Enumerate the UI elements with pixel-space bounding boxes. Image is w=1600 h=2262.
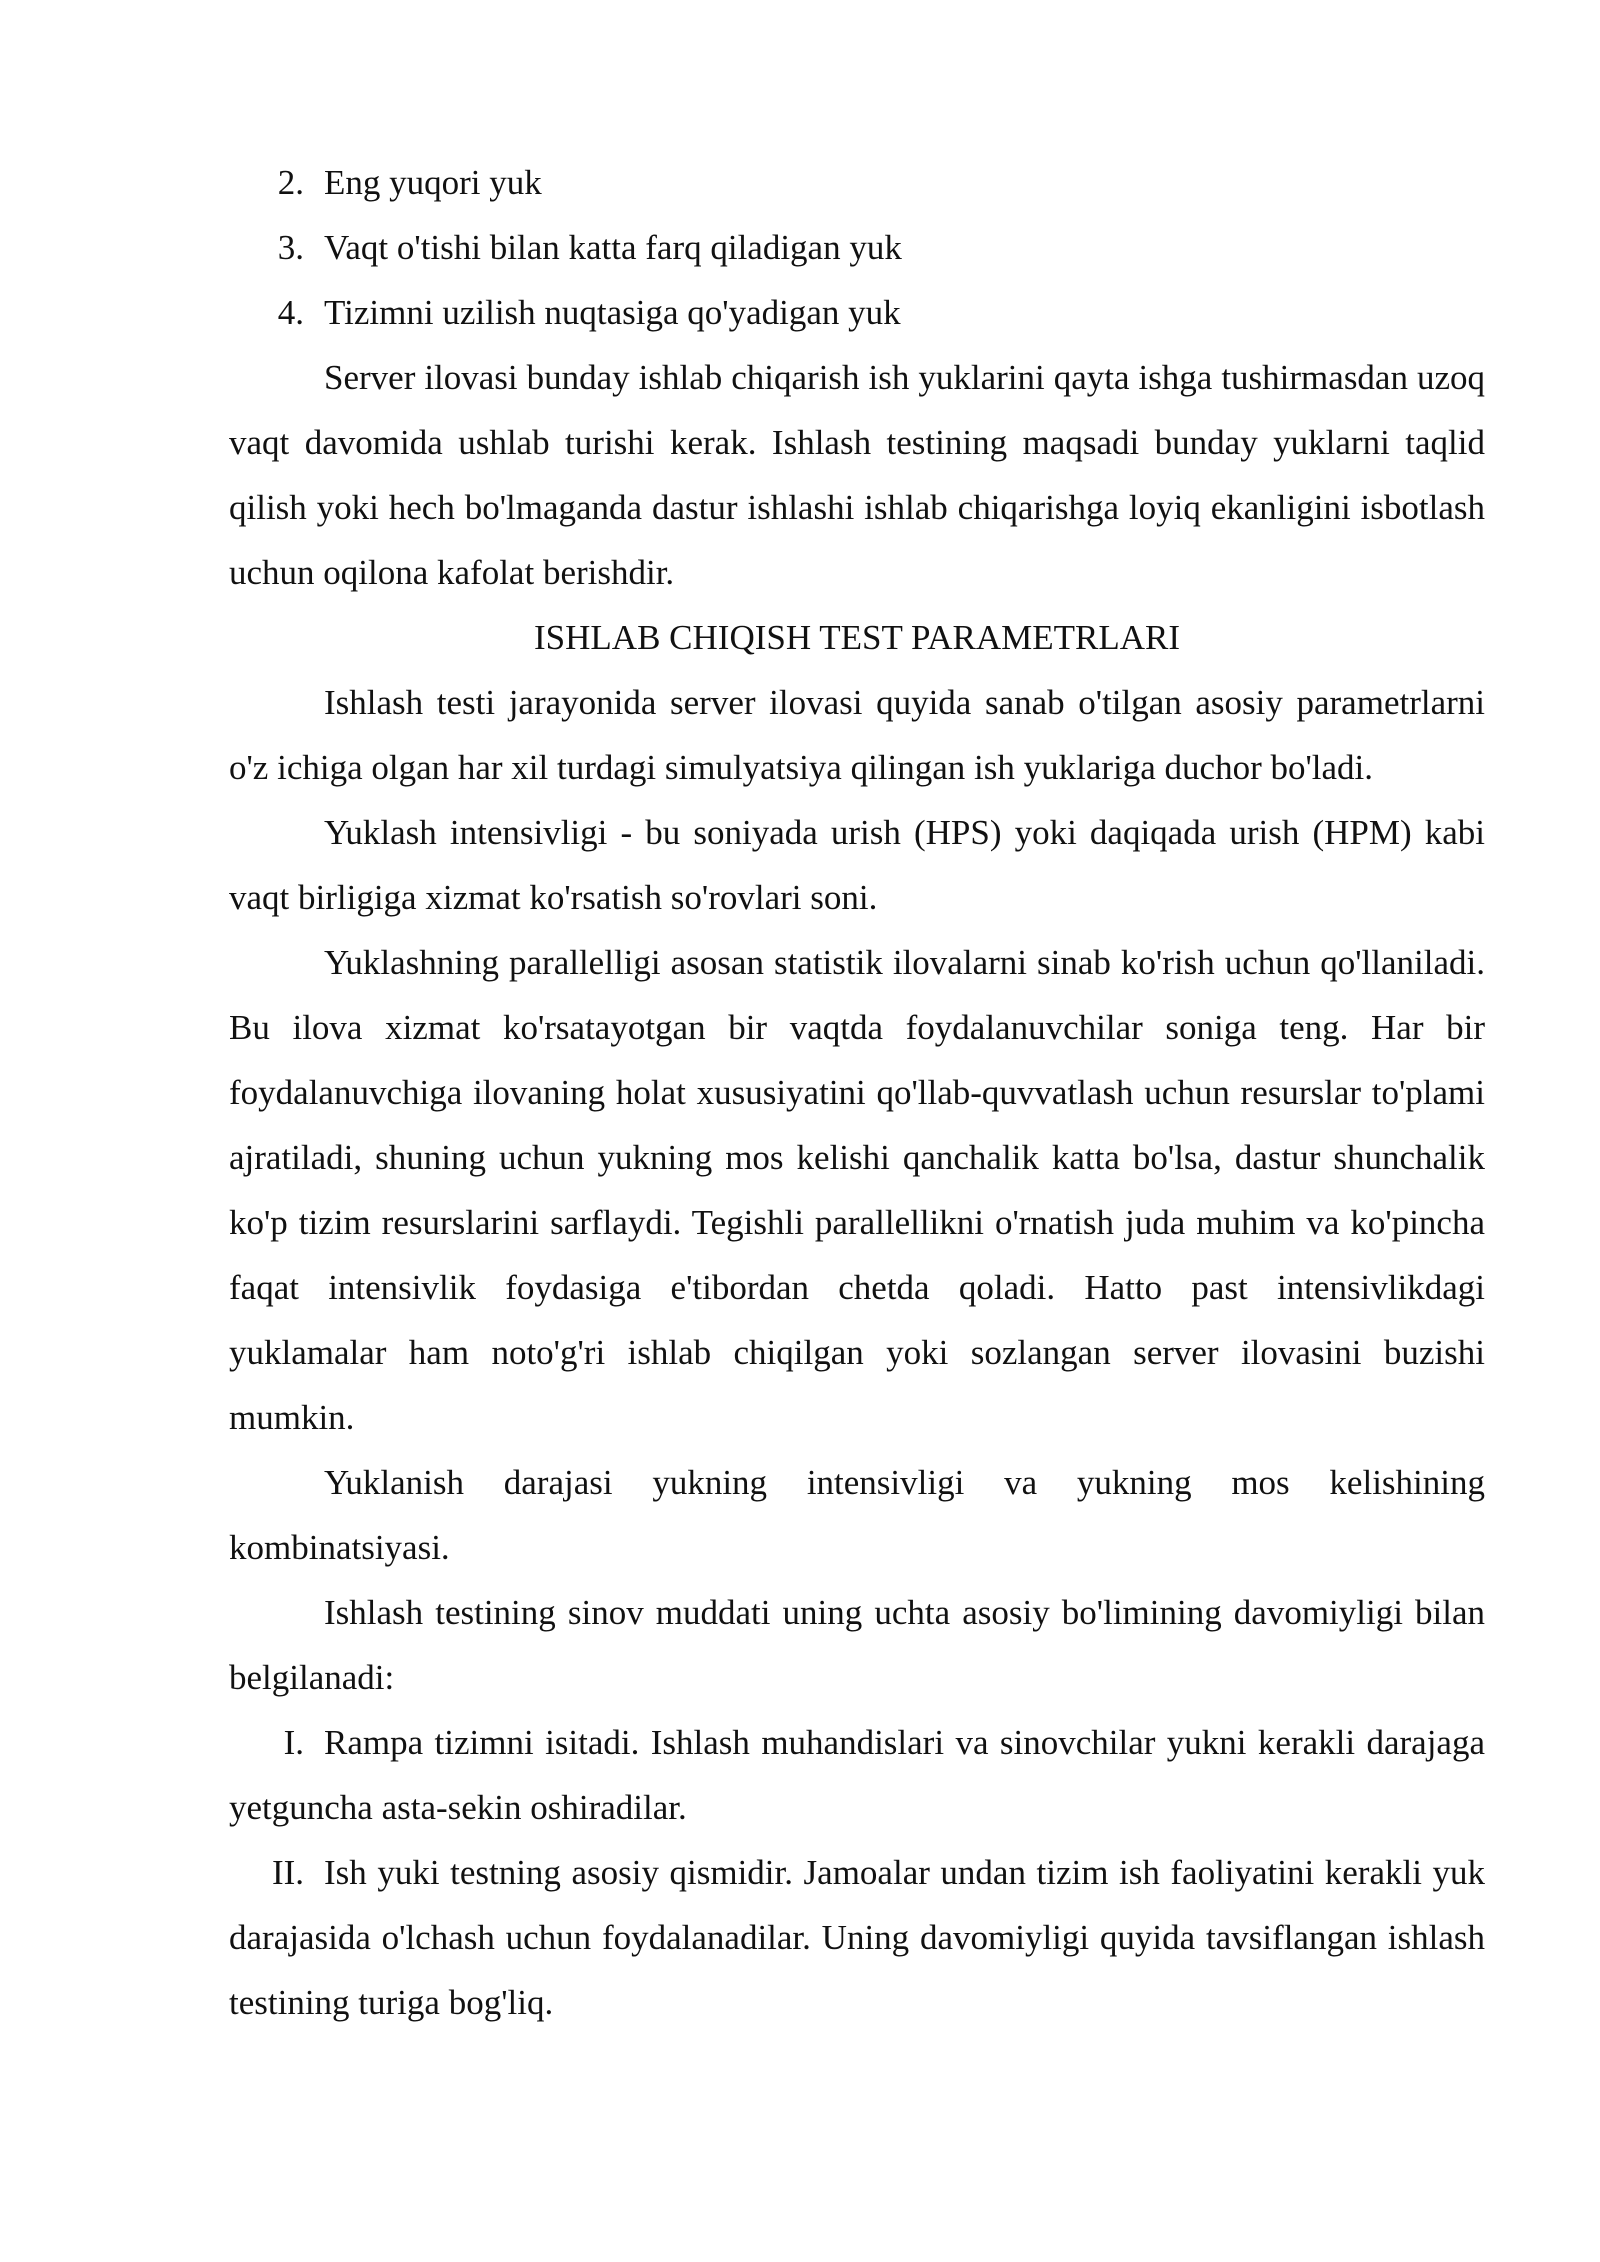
roman-list-number: I. bbox=[283, 1723, 304, 1762]
list-item bbox=[229, 215, 1485, 280]
roman-list-item bbox=[229, 1840, 1485, 2035]
paragraph-load-level: Yuklanish darajasi yukning intensivligi va yukning mos kelishining kombinatsiyasi. bbox=[229, 1463, 1485, 1567]
paragraph-load-intensity: Yuklash intensivligi - bu soniyada urish (HPS) yoki daqiqada urish (HPM) kabi vaqt birligiga xizmat ko'rsatish so'rovlari soni. bbox=[229, 813, 1485, 917]
list-item-text: Vaqt o'tishi bilan katta farq qiladigan yuk bbox=[324, 228, 902, 267]
paragraph-test-duration: Ishlash testining sinov muddati uning uchta asosiy bo'limining davomiyligi bilan belgilanadi: bbox=[229, 1593, 1485, 1697]
paragraph-server-workloads: Server ilovasi bunday ishlab chiqarish ish yuklarini qayta ishga tushirmasdan uzoq vaqt davomida ushlab turishi kerak. Ishlash testining maqsadi bunday yuklarni taqlid qilish yoki hech bo'lmaganda dastur ishlashi ishlab chiqarishga loyiq ekanligini isbotlash uchun oqilona kafolat berishdir. bbox=[229, 358, 1485, 592]
list-item bbox=[229, 150, 1485, 215]
roman-list-text: Ish yuki testning asosiy qismidir. Jamoalar undan tizim ish faoliyatini kerakli yuk darajasida o'lchash uchun foydalanadilar. Uning davomiyligi quyida tavsiflangan ishlash testining turiga bog'liq. bbox=[229, 1853, 1485, 2022]
list-item-text: Tizimni uzilish nuqtasiga qo'yadigan yuk bbox=[324, 293, 901, 332]
paragraph-load-concurrency: Yuklashning parallelligi asosan statistik ilovalarni sinab ko'rish uchun qo'llaniladi. Bu ilova xizmat ko'rsatayotgan bir vaqtda foydalanuvchilar soniga teng. Har bir foydalanuvchiga ilovaning holat xususiyatini qo'llab-quvvatlash uchun resurslar to'plami ajratiladi, shuning uchun yukning mos kelishi qanchalik katta bo'lsa, dastur shunchalik ko'p tizim resurslarini sarflaydi. Tegishli parallellikni o'rnatish juda muhim va ko'pincha faqat intensivlik foydasiga e'tibordan chetda qoladi. Hatto past intensivlikdagi yuklamalar ham noto'g'ri ishlab chiqilgan yoki sozlangan server ilovasini buzishi mumkin. bbox=[229, 943, 1485, 1437]
page-content bbox=[229, 150, 1485, 2035]
list-item-number: 3. bbox=[277, 228, 304, 267]
list-item-number: 4. bbox=[277, 293, 304, 332]
list-item bbox=[229, 280, 1485, 345]
list-item-text: Eng yuqori yuk bbox=[324, 163, 542, 202]
section-heading: ISHLAB CHIQISH TEST PARAMETRLARI bbox=[534, 618, 1180, 657]
paragraph-test-parameters: Ishlash testi jarayonida server ilovasi quyida sanab o'tilgan asosiy parametrlarni o'z ichiga olgan har xil turdagi simulyatsiya qilingan ish yuklariga duchor bo'ladi. bbox=[229, 683, 1485, 787]
list-item-number: 2. bbox=[277, 163, 304, 202]
roman-list-item bbox=[229, 1710, 1485, 1840]
roman-list-text: Rampa tizimni isitadi. Ishlash muhandislari va sinovchilar yukni kerakli darajaga yetguncha asta-sekin oshiradilar. bbox=[229, 1723, 1485, 1827]
roman-list-number: II. bbox=[271, 1853, 304, 1892]
